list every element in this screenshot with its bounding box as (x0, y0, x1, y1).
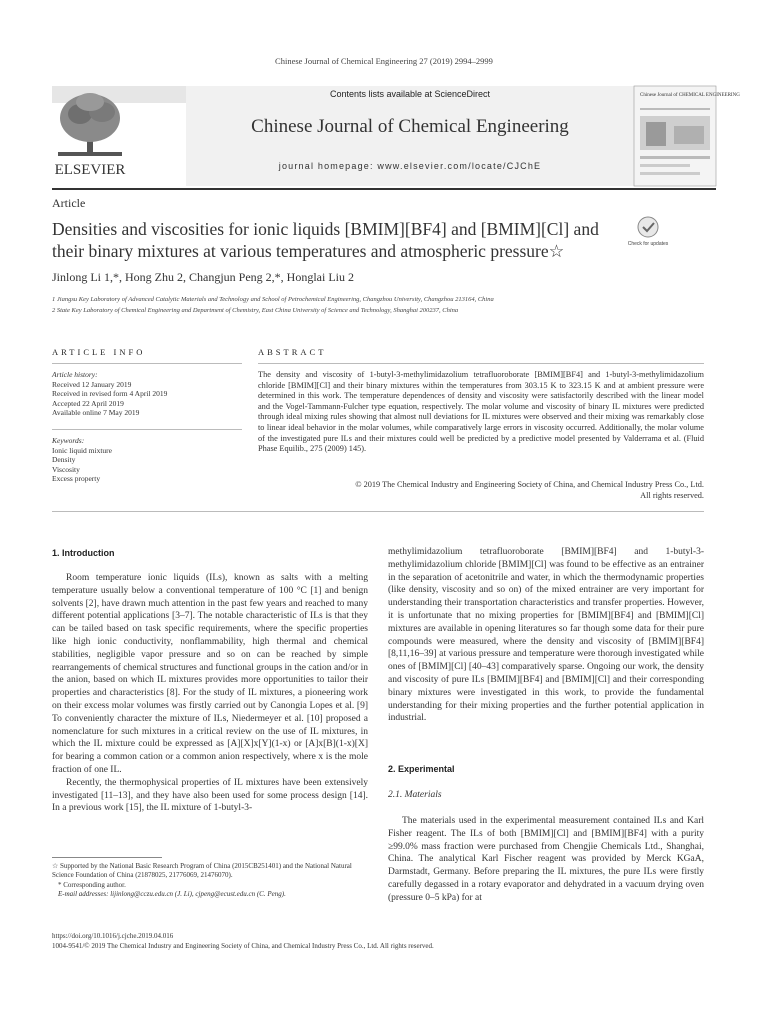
contents-available: Contents lists available at ScienceDirect (329, 89, 491, 99)
article-title-line1: Densities and viscosities for ionic liquids [BMIM][BF4] and [BMIM][Cl] and (52, 219, 599, 239)
materials-heading: 2.1. Materials (388, 790, 442, 800)
experimental-heading: 2. Experimental (388, 764, 455, 774)
corresponding-author-note: * Corresponding author. (58, 880, 126, 889)
right-column-body (388, 546, 704, 725)
affiliation-1: 1 Jiangsu Key Laboratory of Advanced Catalytic Materials and Technology and School of Petrochemical Engineering, Changzhou University, Changzhou 213164, China (52, 296, 494, 303)
article-title (52, 218, 612, 262)
abstract-heading: ABSTRACT (258, 347, 327, 357)
cover-title: Chinese Journal of CHEMICAL ENGINEERING (640, 93, 740, 98)
masthead (52, 86, 740, 186)
keyword: Ionic liquid mixture (52, 445, 112, 455)
check-updates-icon (628, 214, 668, 254)
abstract-bottom-rule (52, 511, 704, 512)
journal-banner (186, 86, 634, 186)
journal-reference: Chinese Journal of Chemical Engineering 27 (2019) 2994–2999 (275, 56, 493, 66)
abstract-text: The density and viscosity of 1-butyl-3-methylimidazolium tetrafluoroborate [BMIM][BF4] and 1-butyl-3-methylimidazolium chloride [BMIM][Cl] and their binary mixtures within the temperatures from 303.15 K to 323.15 K and at ambient pressure were determined in this work. The temperature dependences of density and viscosity were satisfactorily described with the linear model and the Vogel-Tammann-Fulcher type equation, respectively. The molar volume and viscosity of binary IL mixtures were predicted through ideal mixing rules showing that almost null deviations for IL mixtures were observed and their mixing was remarkably close to linear ideal behavior in the molar volumes, while comparatively large errors in viscosity occurred. Additionally, the molar volume of the investigated pure ILs and their mixtures could well be predicted by a predictive model presented by Valderrama et al. (Fluid Phase Equilib., 275 (2009) 145). (258, 370, 704, 454)
article-history (52, 370, 242, 418)
abstract-copyright (258, 480, 704, 501)
author-list: Jinlong Li 1,*, Hong Zhu 2, Changjun Peng 2,*, Honglai Liu 2 (52, 270, 354, 284)
article-title-line2: their binary mixtures at various temperatures and atmospheric pressure☆ (52, 241, 565, 261)
elsevier-logo (52, 86, 128, 186)
intro-paragraph-1: Room temperature ionic liquids (ILs), known as salts with a melting temperature usually below a conventional temperature of 100 °C [1] and benign solvents [2], have drawn much attention in the past few years and reached to many different potential applications [3–7]. The notable characteristic of ILs is that they can be tailed based on task specific requirements, where the specific properties like high ionic conductivity, nonflammability, high thermal and chemical stabilities, negligible vapor pressure and so on can be reached by simple rearrangements of chemical structures and functional groups in the cation and/or in the anion, based on which IL mixtures provides more opportunities to tailor their properties and characteristics [8]. For the study of IL mixtures, a pioneering work on their excess molar volumes was firstly carried out by Canongia Lopes et al. [9] To conveniently character the mixture of ILs, Niedermeyer et al. [10] proposed a nomenclature for such mixtures in a critical review on the use of IL mixtures, in which the IL mixture could be expressed as [A][X]x[Y](1-x) or [A]x[B](1-x)[X] for bearing a common cation or a common anion respectively, where x is the mole fraction of one IL. (52, 573, 368, 775)
materials-paragraph-1: The materials used in the experimental measurement contained ILs and Karl Fisher reagent. The ILs of both [BMIM][Cl] and [BMIM][BF4] with a purity ≥99.0% mass fraction were purchased from Chengjie Chemicals Ltd., Shanghai, China. The analytical Karl Fischer reagent was provided by Merck KGaA, Darmstadt, Germany. Before preparing the IL mixtures, the pure ILs were firstly carefully degassed in a rotary evaporator and dehydrated in a vacuum drying oven (pressure 0–5 kPa) for at (388, 816, 704, 903)
affiliation-2: 2 State Key Laboratory of Chemical Engineering and Department of Chemistry, East China University of Science and Technology, Shanghai 200237, China (52, 307, 459, 314)
article-type: Article (52, 196, 86, 210)
introduction-body (52, 572, 368, 815)
materials-body (388, 815, 704, 905)
email-addresses: E-mail addresses: lijinlong@cczu.edu.cn (J. Li), cjpeng@ecust.edu.cn (C. Peng). (58, 890, 286, 899)
publisher-name: ELSEVIER (54, 162, 126, 178)
copyright-line2: All rights reserved. (640, 490, 704, 500)
journal-title: Chinese Journal of Chemical Engineering (251, 116, 569, 137)
journal-homepage-link[interactable]: journal homepage: www.elsevier.com/locate/CJChE (278, 161, 542, 171)
keyword: Viscosity (52, 464, 80, 474)
article-info-rule (52, 363, 242, 364)
masthead-rule (52, 188, 716, 190)
right-paragraph-1: methylimidazolium tetrafluoroborate [BMIM][BF4] and 1-butyl-3-methylimidazolium chloride [BMIM][Cl] was found to be effective as an entrainer in the separation of acetonitrile and water, in which the thermodynamic properties (like density, viscosity and so on) of the mixed entrainer are very important for understanding their transportation characteristics and transfer properties. However, it is unfortunate that no mixing properties for [BMIM][BF4] and [BMIM][Cl] mixtures are available in opening literatures so far though some data for their pure compounds were measured, where the density and viscosity of [BMIM][BF4] [8,11,16–39] at various pressure and temperature were thorough investigated while ones of [BMIM][Cl] [40–43] comparatively sparse. Ongoing our work, the density and viscosity of pure ILs [BMIM][BF4] and [BMIM][Cl] and their corresponding binary mixtures were investigated in this work, to provide the fundamental understanding for their mixing properties and the further potential application in industrial. (388, 547, 704, 724)
keyword: Density (52, 455, 76, 465)
accepted-date: Accepted 22 April 2019 (52, 398, 124, 408)
keywords-block (52, 436, 242, 484)
history-label: Article history: (52, 370, 98, 379)
journal-cover-image (634, 86, 740, 186)
introduction-heading: 1. Introduction (52, 548, 115, 558)
abstract-rule (258, 363, 704, 364)
check-for-updates-button[interactable] (628, 214, 668, 254)
article-info-heading: ARTICLE INFO (52, 347, 146, 357)
online-date: Available online 7 May 2019 (52, 408, 140, 418)
keywords-rule (52, 429, 242, 430)
check-updates-label: Check for updates (627, 241, 669, 247)
intro-paragraph-2: Recently, the thermophysical properties of IL mixtures have been extensively investigated [11–13], and they have also been used for some process design [14]. In a previous work [15], the IL mixture of 1-butyl-3- (52, 777, 368, 814)
footnote-rule (52, 857, 162, 858)
footnotes (52, 862, 368, 900)
revised-date: Received in revised form 4 April 2019 (52, 389, 168, 399)
copyright-line1: © 2019 The Chemical Industry and Engineering Society of China, and Chemical Industry Press Co., Ltd. (355, 480, 704, 489)
received-date: Received 12 January 2019 (52, 379, 132, 389)
doi-link[interactable]: https://doi.org/10.1016/j.cjche.2019.04.016 (52, 932, 174, 940)
keyword: Excess property (52, 474, 101, 484)
keywords-label: Keywords: (52, 436, 85, 445)
issn-copyright: 1004-9541/© 2019 The Chemical Industry and Engineering Society of China, and Chemical Industry Press Co., Ltd. All rights reserved. (52, 942, 434, 950)
funding-footnote: ☆ Supported by the National Basic Research Program of China (2015CB251401) and the National Natural Science Foundation of China (21878025, 21776069, 21476070). (52, 862, 352, 880)
